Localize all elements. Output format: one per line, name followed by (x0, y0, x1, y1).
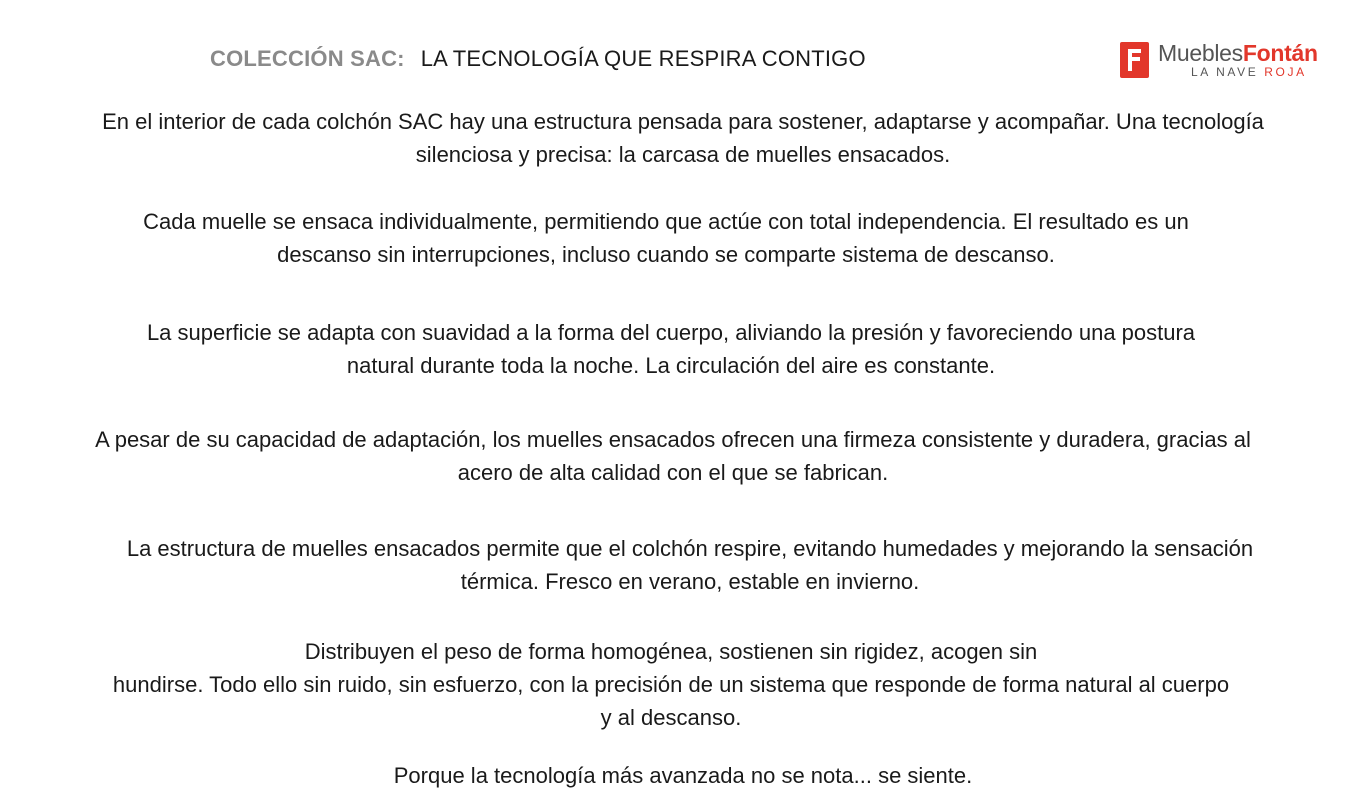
paragraph-independence: Cada muelle se ensaca individualmente, permitiendo que actúe con total independencia. El resultado es un descanso sin interrupciones, incluso cuando se comparte sistema de descanso. (143, 209, 1189, 267)
collection-subtitle: LA TECNOLOGÍA QUE RESPIRA CONTIGO (420, 46, 866, 71)
paragraph-firmness: A pesar de su capacidad de adaptación, los muelles ensacados ofrecen una firmeza consistente y duradera, gracias al acero de alta calidad con el que se fabrican. (95, 427, 1251, 485)
paragraph-breathability: La estructura de muelles ensacados permite que el colchón respire, evitando humedades y mejorando la sensación térmica. Fresco en verano, estable en invierno. (126, 536, 1254, 594)
paragraph-adaptation: La superficie se adapta con suavidad a la forma del cuerpo, aliviando la presión y favoreciendo una postura natural durante toda la noche. La circulación del aire es constante. (146, 320, 1196, 378)
logo-brand-name: MueblesFontán (1158, 40, 1318, 66)
logo-tagline: LA NAVE ROJA (1191, 65, 1307, 79)
paragraph-closing: Porque la tecnología más avanzada no se nota... se siente. (393, 763, 973, 788)
logo-mark-icon (1120, 42, 1149, 78)
brand-logo (1120, 42, 1340, 80)
collection-label: COLECCIÓN SAC: (210, 46, 405, 71)
paragraph-distribution: Distribuyen el peso de forma homogénea, sostienen sin rigidez, acogen sin hundirse. Todo ello sin ruido, sin esfuerzo, con la precisión de un sistema que responde de forma natural al cuerpo y al descanso. (112, 639, 1230, 730)
paragraph-intro: En el interior de cada colchón SAC hay una estructura pensada para sostener, adaptarse y acompañar. Una tecnología silenciosa y precisa: la carcasa de muelles ensacados. (102, 109, 1264, 167)
page-title (210, 46, 866, 72)
